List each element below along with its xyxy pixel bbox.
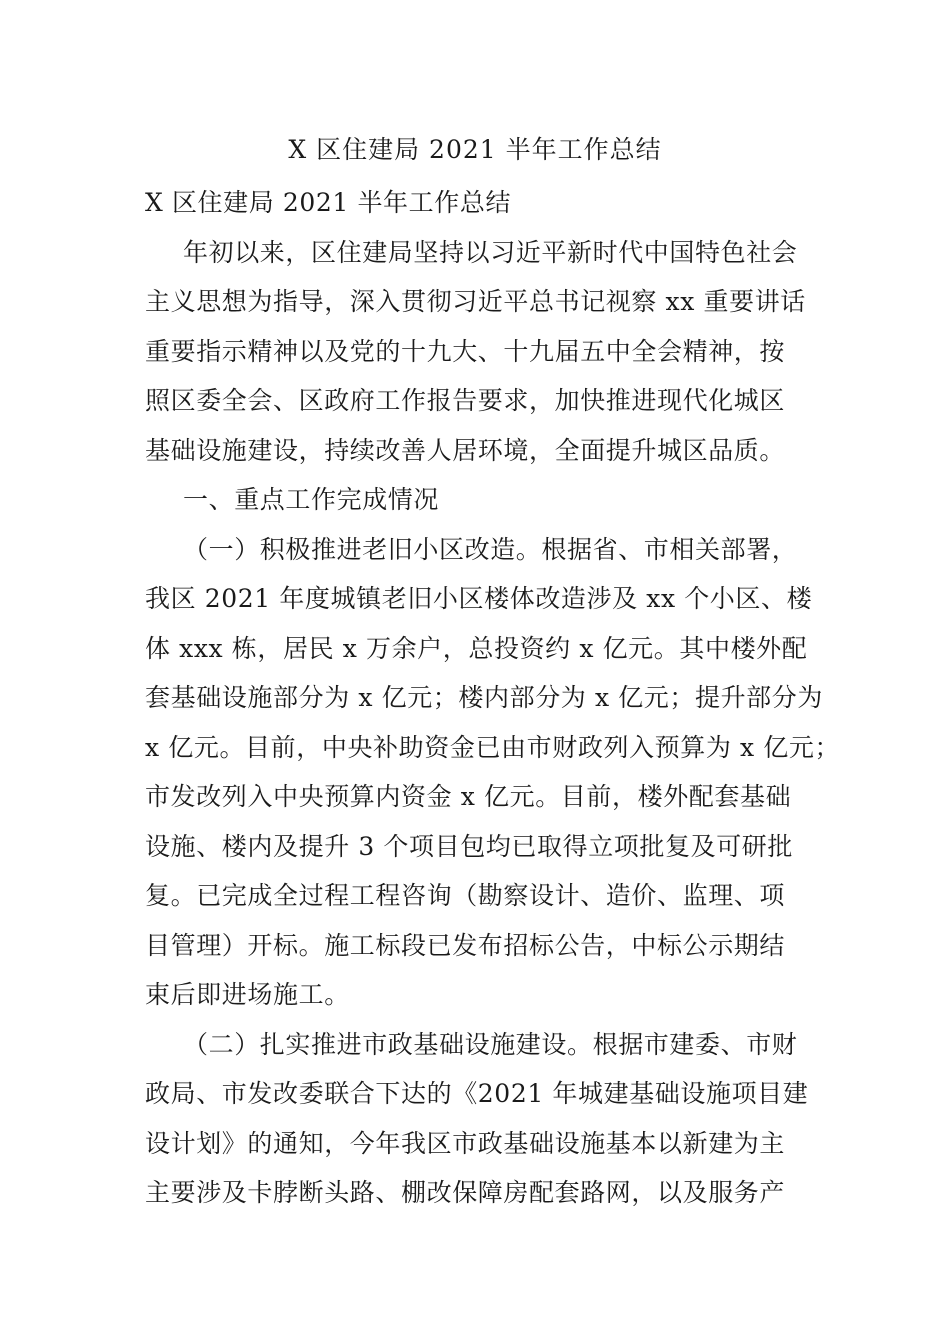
paragraph-line: 主要涉及卡脖断头路、棚改保障房配套路网，以及服务产 bbox=[145, 1178, 786, 1207]
section-heading: 一、重点工作完成情况 bbox=[183, 485, 440, 514]
paragraph-line: 我区 2021 年度城镇老旧小区楼体改造涉及 xx 个小区、楼 bbox=[145, 584, 813, 613]
paragraph-line: 政局、市发改委联合下达的《2021 年城建基础设施项目建 bbox=[145, 1079, 809, 1108]
paragraph-line: 重要指示精神以及党的十九大、十九届五中全会精神，按 bbox=[145, 336, 786, 366]
paragraph-line: 体 xxx 栋，居民 x 万余户，总投资约 x 亿元。其中楼外配 bbox=[145, 633, 808, 663]
paragraph-line: 基础设施建设，持续改善人居环境，全面提升城区品质。 bbox=[145, 435, 786, 465]
paragraph-line: 市发改列入中央预算内资金 x 亿元。目前，楼外配套基础 bbox=[145, 782, 792, 811]
paragraph-line: （一）积极推进老旧小区改造。根据省、市相关部署， bbox=[183, 534, 798, 564]
paragraph-line: 照区委全会、区政府工作报告要求，加快推进现代化城区 bbox=[145, 386, 786, 415]
paragraph-line: 复。已完成全过程工程咨询（勘察设计、造价、监理、项 bbox=[145, 881, 786, 910]
paragraph-line: 设施、楼内及提升 3 个项目包均已取得立项批复及可研批 bbox=[145, 831, 794, 861]
paragraph-line: 设计划》的通知，今年我区市政基础设施基本以新建为主 bbox=[145, 1128, 786, 1158]
document-title: X 区住建局 2021 半年工作总结 bbox=[288, 135, 662, 164]
paragraph-line: 套基础设施部分为 x 亿元；楼内部分为 x 亿元；提升部分为 bbox=[145, 683, 823, 712]
paragraph-line: 目管理）开标。施工标段已发布招标公告，中标公示期结 bbox=[145, 930, 786, 960]
body-heading-line: X 区住建局 2021 半年工作总结 bbox=[145, 188, 512, 217]
paragraph-line: x 亿元。目前，中央补助资金已由市财政列入预算为 x 亿元； bbox=[145, 732, 841, 762]
paragraph-line: 年初以来，区住建局坚持以习近平新时代中国特色社会 bbox=[183, 237, 798, 267]
paragraph-line: （二）扎实推进市政基础设施建设。根据市建委、市财 bbox=[183, 1029, 798, 1059]
paragraph-line: 主义思想为指导，深入贯彻习近平总书记视察 xx 重要讲话 bbox=[145, 287, 806, 316]
paragraph-line: 束后即进场施工。 bbox=[145, 980, 350, 1009]
document-body bbox=[145, 178, 841, 1218]
